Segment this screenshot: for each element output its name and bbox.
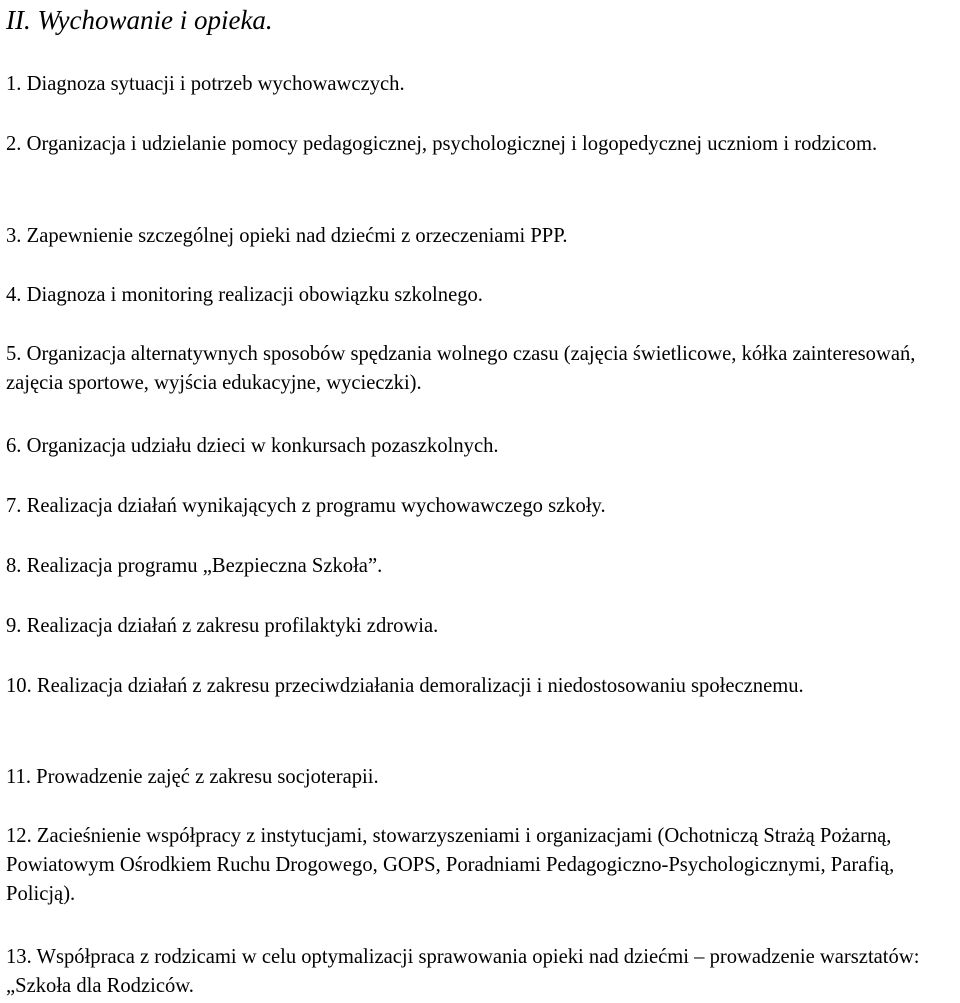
item-text: Prowadzenie zajęć z zakresu socjoterapii. xyxy=(36,766,379,788)
item-text: Współpraca z rodzicami w celu optymalizacji sprawowania opieki nad dziećmi – prowadzenie warsztatów: „Szkoła dla Rodziców. xyxy=(6,946,920,997)
item-text: Realizacja działań z zakresu przeciwdziałania demoralizacji i niedostosowaniu społecznemu. xyxy=(36,675,804,697)
list-item xyxy=(6,130,958,159)
list-item xyxy=(6,822,958,909)
item-number: 12. xyxy=(6,825,32,847)
item-number: 2. xyxy=(6,133,22,155)
list-item xyxy=(6,70,958,99)
list-item xyxy=(6,222,958,251)
list-item xyxy=(6,281,958,310)
item-text: Realizacja działań wynikających z programu wychowawczego szkoły. xyxy=(26,495,606,517)
item-text: Diagnoza sytuacji i potrzeb wychowawczych. xyxy=(26,73,405,95)
list-item xyxy=(6,340,958,398)
item-number: 11. xyxy=(6,766,31,788)
list-item xyxy=(6,492,958,521)
list-item xyxy=(6,672,958,701)
list-item xyxy=(6,432,958,461)
item-number: 7. xyxy=(6,495,22,517)
section-heading: II. Wychowanie i opieka. xyxy=(6,5,273,35)
item-text: Realizacja działań z zakresu profilaktyki zdrowia. xyxy=(26,615,439,637)
item-text: Zapewnienie szczególnej opieki nad dziećmi z orzeczeniami PPP. xyxy=(26,225,568,247)
item-text: Diagnoza i monitoring realizacji obowiązku szkolnego. xyxy=(26,284,483,306)
item-text: Zacieśnienie współpracy z instytucjami, stowarzyszeniami i organizacjami (Ochotniczą Strażą Pożarną, Powiatowym Ośrodkiem Ruchu Drogowego, GOPS, Poradniami Pedagogiczno-Psychologicznymi, Parafią, Policją). xyxy=(6,825,895,905)
item-number: 8. xyxy=(6,555,22,577)
list-item xyxy=(6,552,958,581)
item-number: 3. xyxy=(6,225,22,247)
item-text: Organizacja i udzielanie pomocy pedagogicznej, psychologicznej i logopedycznej uczniom i rodzicom. xyxy=(26,133,878,155)
item-number: 4. xyxy=(6,284,22,306)
list-item xyxy=(6,612,958,641)
item-number: 6. xyxy=(6,435,22,457)
list-item xyxy=(6,943,958,1001)
item-text: Realizacja programu „Bezpieczna Szkoła”. xyxy=(26,555,383,577)
item-number: 1. xyxy=(6,73,22,95)
list-item xyxy=(6,763,958,792)
item-text: Organizacja udziału dzieci w konkursach pozaszkolnych. xyxy=(26,435,499,457)
item-text: Organizacja alternatywnych sposobów spędzania wolnego czasu (zajęcia świetlicowe, kółka zainteresowań, zajęcia sportowe, wyjścia edukacyjne, wycieczki). xyxy=(6,343,916,394)
item-number: 9. xyxy=(6,615,22,637)
item-number: 10. xyxy=(6,675,32,697)
item-number: 5. xyxy=(6,343,22,365)
item-number: 13. xyxy=(6,946,32,968)
